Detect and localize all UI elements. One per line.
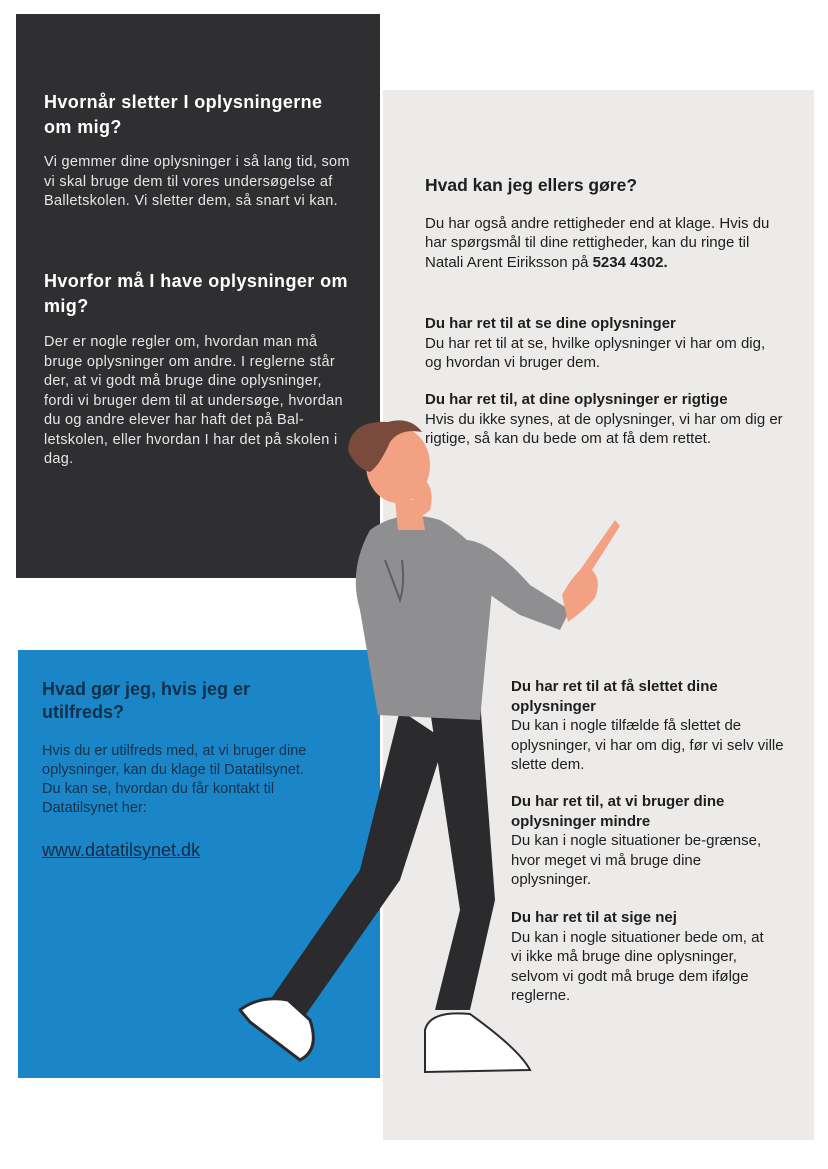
rights-heading: Hvad kan jeg ellers gøre?	[425, 175, 638, 195]
complaint-text: Hvis du er utilfreds med, at vi bruger dine oplysninger, kan du klage til Datatilsynet. Du kan se, hvordan du får kontakt til Datatilsynet her:	[42, 743, 307, 816]
complaint-heading: Hvad gør jeg, hvis jeg er utilfreds?	[42, 679, 251, 722]
pointing-person-illustration	[230, 410, 630, 1090]
deletion-text: Vi gemmer dine oplysninger i så lang tid, som vi skal bruge dem til vores undersøgelse af Balletskolen. Vi sletter dem, så snart vi kan.	[44, 154, 350, 209]
datatilsynet-link[interactable]: www.datatilsynet.dk	[42, 840, 201, 860]
shoe-right	[425, 1013, 530, 1072]
rights-intro-block	[425, 176, 785, 272]
why-heading: Hvorfor må I have oplysninger om mig?	[44, 271, 348, 316]
right-body: Du kan i nogle situationer be-grænse, hvor meget vi må bruge dine oplysninger.	[511, 832, 762, 888]
right-title: Du har ret til at se dine oplysninger	[425, 315, 676, 332]
phone-number: 5234 4302.	[592, 253, 668, 271]
right-body: Du har ret til at se, hvilke oplysninger vi har om dig, og hvordan vi bruger dem.	[425, 334, 766, 371]
deletion-heading: Hvornår sletter I oplysningerne om mig?	[44, 92, 323, 137]
rights-intro: Du har også andre rettigheder end at klage. Hvis du har spørgsmål til dine rettigheder, kan du ringe til Natali Arent Eiriksson på 5234 4302.	[425, 214, 770, 271]
right-body: Hvis du ikke synes, at de oplysninger, vi har om dig er rigtige, så kan du bede om at få dem rettet.	[425, 410, 783, 447]
why-text: Der er nogle regler om, hvordan man må bruge oplysninger om andre. I reglerne står der, at vi godt må bruge dine oplysninger, fordi vi bruger dem til at undersøge, hvordan du og andre elever har haft det på Bal-letskolen, eller hvordan I har det på skolen i dag.	[44, 334, 343, 467]
right-title: Du har ret til, at vi bruger dine oplysninger mindre	[511, 793, 725, 830]
right-title: Du har ret til at sige nej	[511, 909, 677, 926]
leg-left	[270, 710, 445, 1020]
right-item	[425, 314, 785, 373]
right-body: Du kan i nogle situationer bede om, at vi ikke må bruge dine oplysninger, selvom vi godt må bruge dem ifølge reglerne.	[511, 928, 764, 1004]
leg-right	[430, 700, 495, 1010]
right-title: Du har ret til, at dine oplysninger er rigtige	[425, 391, 728, 408]
right-body: Du kan i nogle tilfælde få slettet de oplysninger, vi har om dig, før vi selv ville slette dem.	[511, 717, 784, 773]
right-title: Du har ret til at få slettet dine oplysninger	[511, 678, 718, 715]
pointing-hand	[562, 520, 620, 622]
